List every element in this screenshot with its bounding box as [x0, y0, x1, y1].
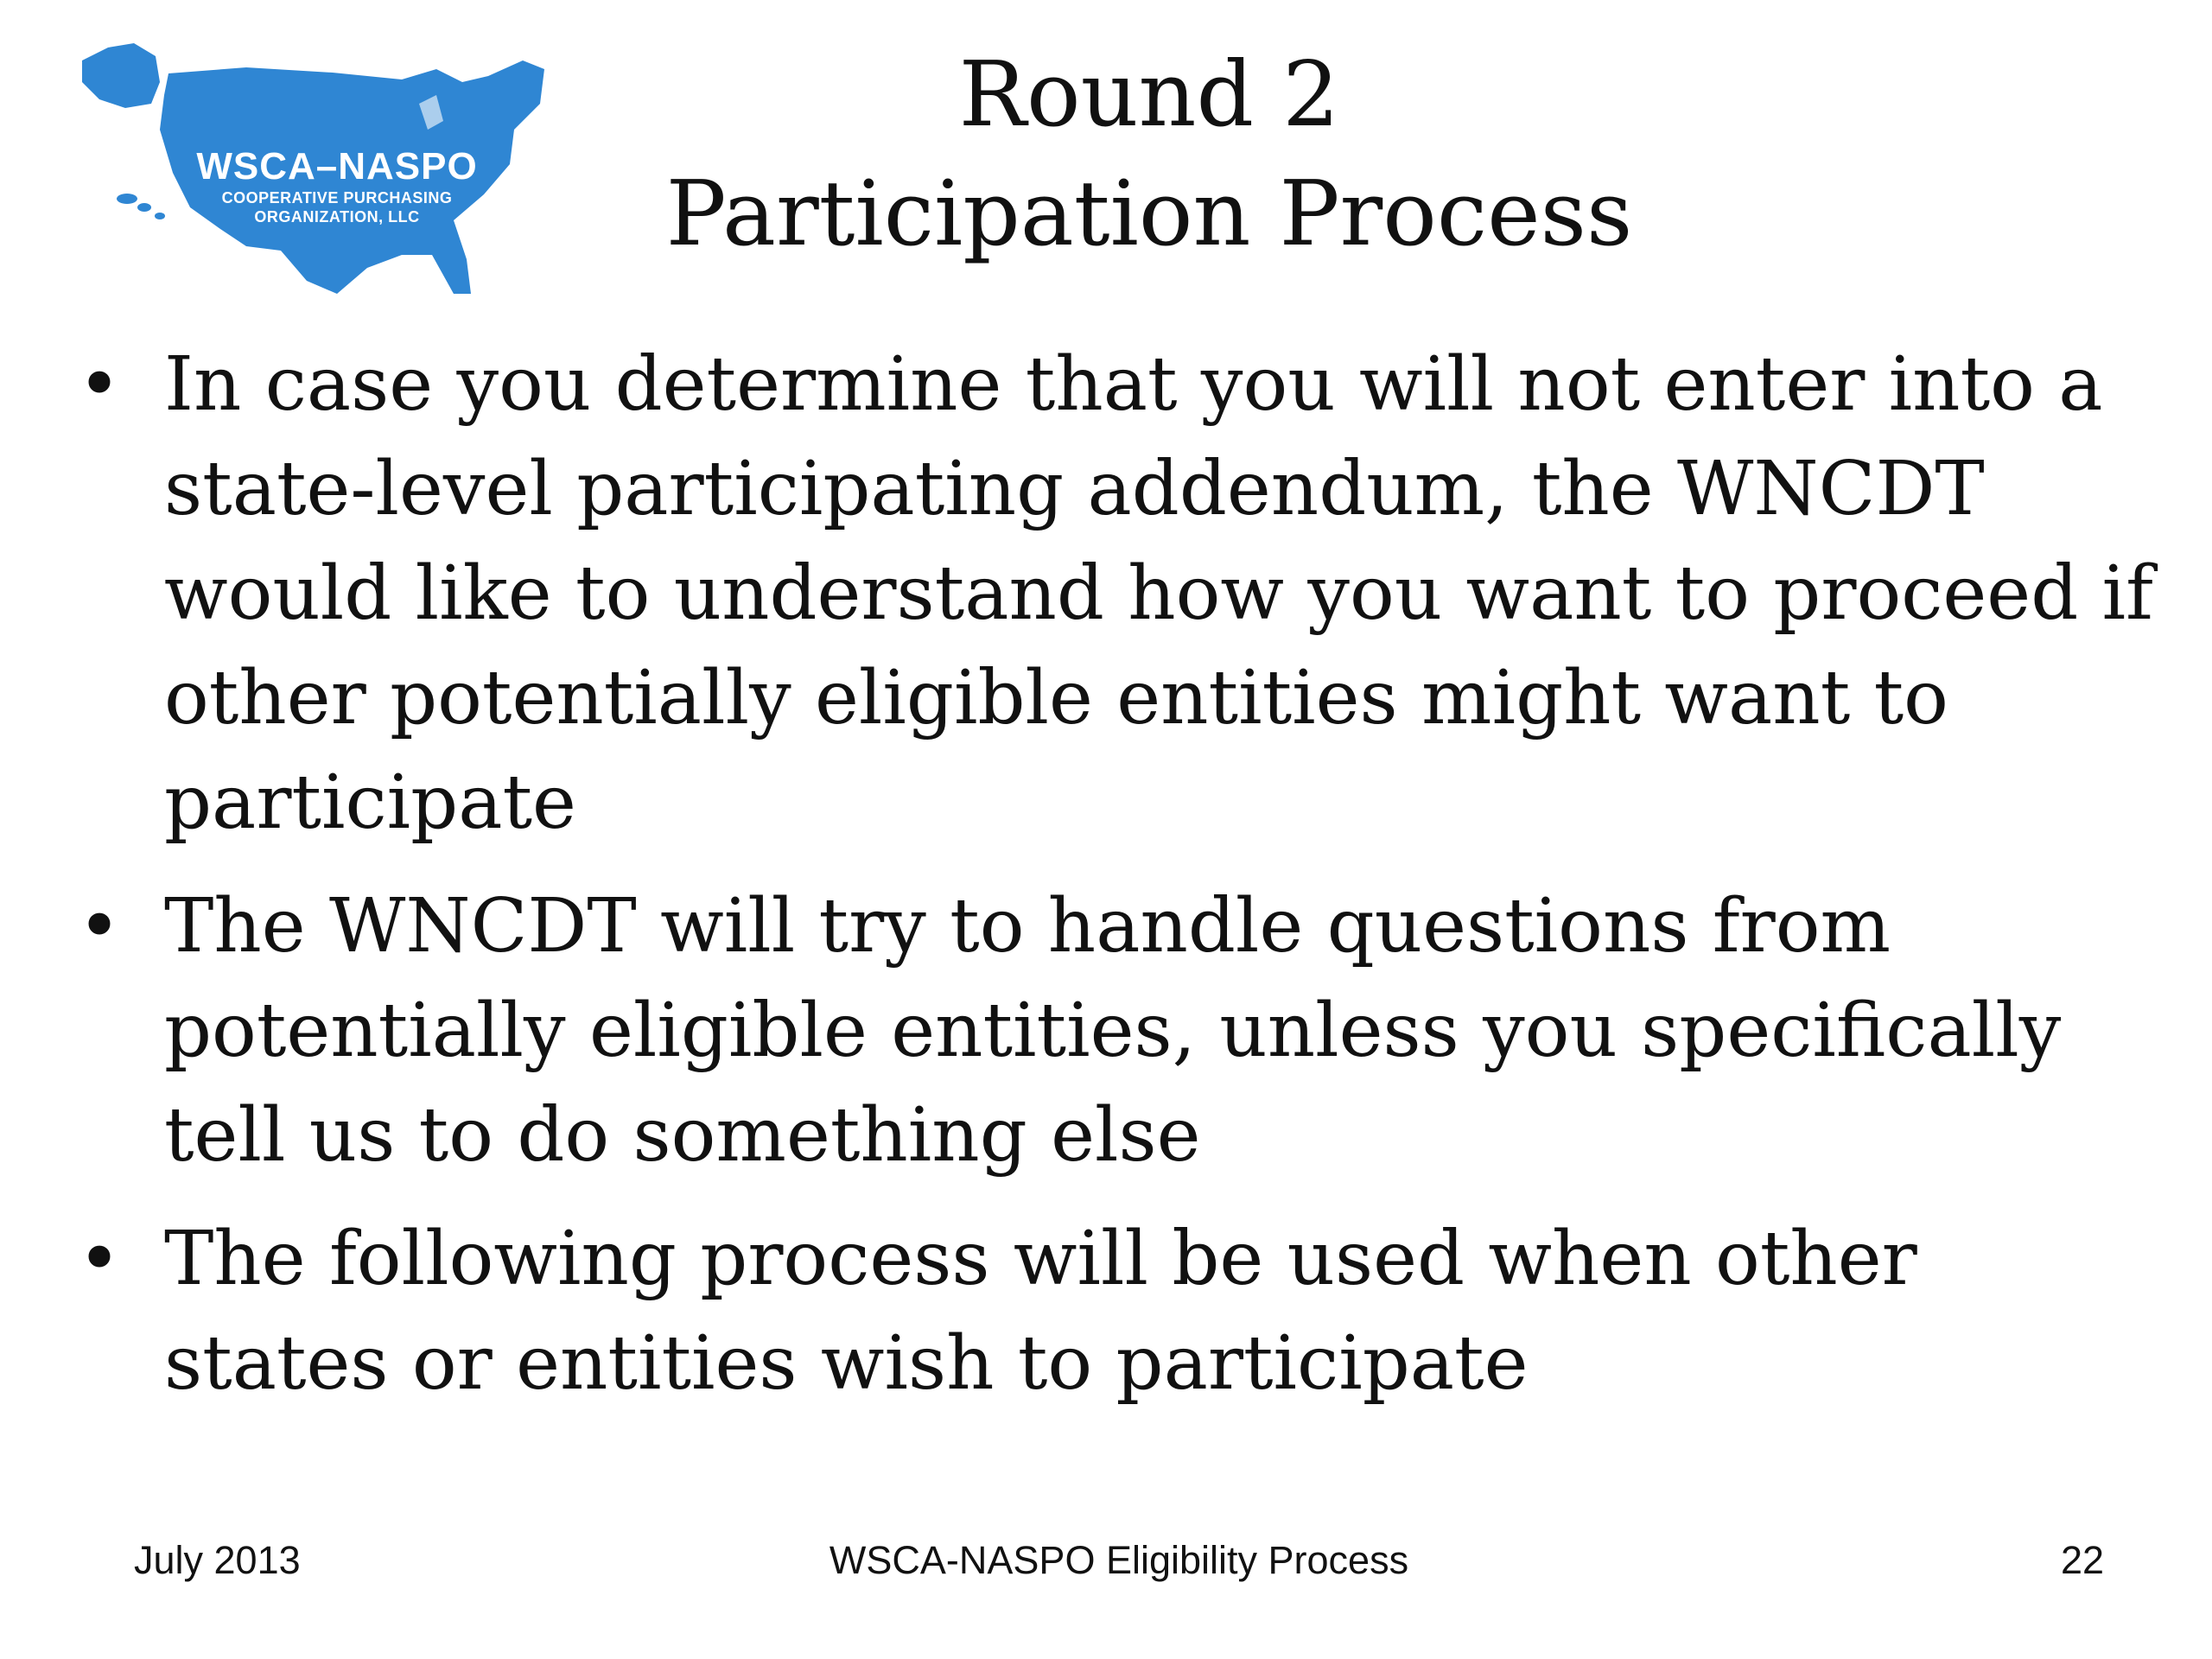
logo-subtitle-line1: COOPERATIVE PURCHASING	[221, 189, 453, 207]
footer-date: July 2013	[134, 1538, 301, 1582]
bullet-icon: •	[77, 1216, 122, 1302]
bullet-list	[73, 333, 2164, 1416]
footer-page-number: 22	[2061, 1538, 2105, 1582]
wsca-naspo-logo	[73, 35, 557, 302]
bullet-text: The WNCDT will try to handle questions from potentially eligible entities, unless you specifically tell us to do something else	[164, 883, 2062, 1179]
title-line-2: Participation Process	[665, 161, 1633, 266]
bullet-icon: •	[77, 883, 122, 969]
logo-name: WSCA–NASPO	[196, 145, 478, 188]
bullet-item	[73, 333, 2164, 855]
bullet-text: In case you determine that you will not enter into a state-level participating addendum, the WNCDT would like to understand how you want to proceed if other potentially eligible entities might want to participate	[164, 341, 2153, 846]
bullet-text: The following process will be used when other states or entities wish to participate	[164, 1216, 1917, 1407]
title-line-1: Round 2	[958, 41, 1340, 147]
bullet-item	[73, 874, 2164, 1188]
bullet-icon: •	[77, 341, 122, 428]
footer-title: WSCA-NASPO Eligibility Process	[829, 1538, 1409, 1582]
logo-subtitle-line2: ORGANIZATION, LLC	[254, 208, 420, 226]
logo-text	[173, 145, 501, 226]
slide-title	[605, 35, 1694, 273]
bullet-item	[73, 1207, 2164, 1416]
